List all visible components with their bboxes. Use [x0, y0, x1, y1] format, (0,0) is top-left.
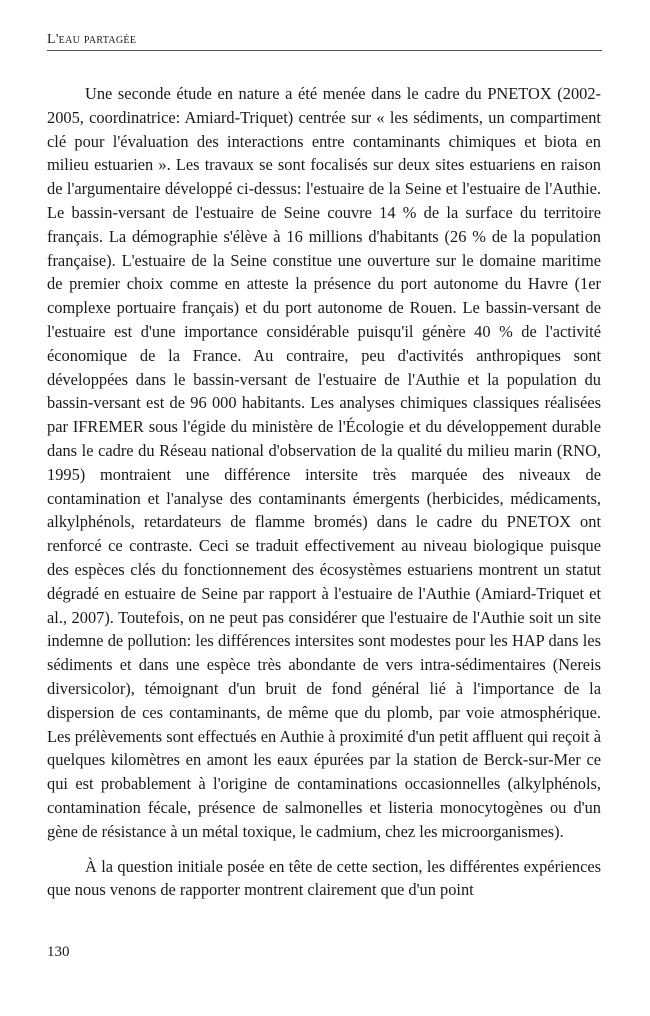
running-head [47, 30, 602, 52]
running-head-rule [47, 50, 602, 51]
page-number: 130 [47, 944, 70, 960]
running-head-title: L'eau partagée [47, 32, 137, 47]
paragraph-2: À la question initiale posée en tête de cette section, les différentes expériences que nous venons de rapporter montrent clairement que d'un point [47, 856, 601, 900]
paragraph-1: Une seconde étude en nature a été menée dans le cadre du PNETOX (2002-2005, coordinatrice: Amiard-Triquet) centrée sur « les sédiments, un compartiment clé pour l'évaluation des interactions entre contaminants chimiques et biota en milieu estuarien ». Les travaux se sont focalisés sur deux sites estuariens en raison de l'argumentaire développé ci-dessus: l'estuaire de la Seine et l'estuaire de l'Authie. Le bassin-versant de l'estuaire de Seine couvre 14 % de la surface du territoire français. La démographie s'élève à 16 millions d'habitants (26 % de la population française). L'estuaire de la Seine constitue une ouverture sur le domaine maritime de premier choix comme en atteste la présence du port autonome du Havre (1er complexe portuaire français) et du port autonome de Rouen. Le bassin-versant de l'estuaire est d'une importance considérable puisqu'il génère 40 % de l'activité économique de la France. Au contraire, peu d'activités anthropiques sont développées dans le bassin-versant de l'estuaire de l'Authie et la population du bassin-versant est de 96 000 habitants. Les analyses chimiques classiques réalisées par IFREMER sous l'égide du ministère de l'Écologie et du développement durable dans le cadre du Réseau national d'observation de la qualité du milieu marin (RNO, 1995) montraient une différence intersite très marquée des niveaux de contamination et l'analyse des contaminants émergents (herbicides, médicaments, alkylphénols, retardateurs de flamme bromés) dans le cadre du PNETOX ont renforcé ce contraste. Ceci se traduit effectivement au niveau biologique puisque des espèces clés du fonctionnement des écosystèmes estuariens montrent un statut dégradé en estuaire de Seine par rapport à l'estuaire de l'Authie (Amiard-Triquet et al., 2007). Toutefois, on ne peut pas considérer que l'estuaire de l'Authie soit un site indemne de pollution: les différences intersites sont modestes pour les HAP dans les sédiments et dans une espèce très abondante de vers intra-sédimentaires (Nereis diversicolor), témoignant d'un bruit de fond général lié à l'importance de la dispersion de ces contaminants, de même que du plomb, par voie atmosphérique. Les prélèvements sont effectués en Authie à proximité d'un petit affluent qui reçoit à quelques kilomètres en amont les eaux épurées par la station de Berck-sur-Mer ce qui est probablement à l'origine de contaminations occasionnelles (alkylphénols, contamination fécale, présence de salmonelles et listeria monocytogènes ou d'un gène de résistance à un métal toxique, le cadmium, chez les microorganismes). [47, 84, 601, 841]
body-text [47, 82, 601, 902]
